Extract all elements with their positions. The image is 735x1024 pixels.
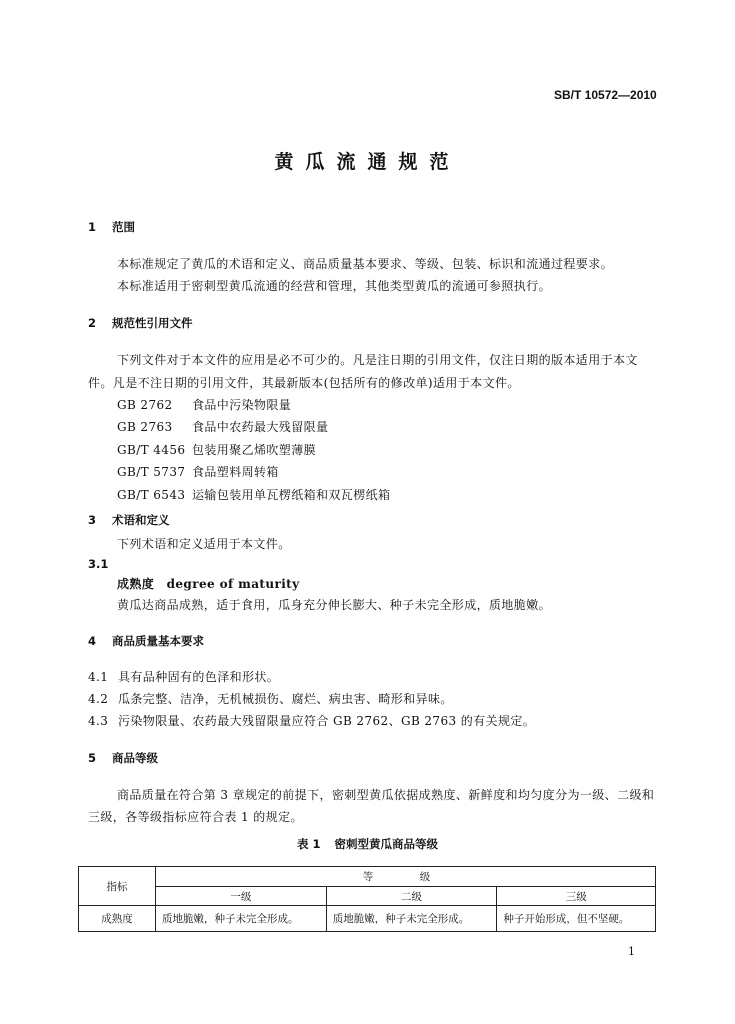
section-title: 规范性引用文件 (112, 316, 193, 330)
section-title: 术语和定义 (112, 513, 170, 527)
reference-code: GB/T 6543 (117, 488, 186, 502)
term-entry: 成熟度 degree of maturity (117, 577, 300, 591)
section-1-heading (88, 219, 135, 235)
reference-item (117, 486, 390, 503)
indicator-header: 指标 (79, 867, 156, 906)
paragraph: 商品质量在符合第 3 章规定的前提下，密刺型黄瓜依据成熟度、新鲜度和均匀度分为一级、二级和 (117, 788, 655, 802)
table-cell: 种子开始形成，但不坚硬。 (497, 906, 656, 932)
requirement-item (88, 712, 535, 729)
item-number: 4.2 (88, 692, 109, 706)
reference-item (117, 463, 279, 480)
grade-header-2: 二级 (326, 887, 497, 906)
term-definition: 黄瓜达商品成熟，适于食用，瓜身充分伸长膨大、种子未完全形成，质地脆嫩。 (117, 598, 552, 612)
paragraph: 件。凡是不注日期的引用文件，其最新版本(包括所有的修改单)适用于本文件。 (88, 376, 520, 390)
section-3-heading (88, 512, 170, 528)
section-5-heading (88, 750, 158, 766)
paragraph: 下列文件对于本文件的应用是必不可少的。凡是注日期的引用文件，仅注日期的版本适用于本文 (117, 353, 638, 367)
table-caption (0, 836, 735, 852)
reference-item (117, 441, 316, 458)
reference-title: 食品中农药最大残留限量 (192, 420, 329, 434)
grade-table (78, 866, 656, 932)
section-2-heading (88, 315, 193, 331)
item-text: 具有品种固有的色泽和形状。 (118, 670, 280, 684)
item-text: 瓜条完整、洁净，无机械损伤、腐烂、病虫害、畸形和异味。 (118, 692, 453, 706)
grade-group-label: 等 级 (362, 871, 449, 883)
section-number: 4 (88, 634, 97, 648)
table-caption-label: 表 1 (296, 837, 321, 851)
reference-code: GB/T 4456 (117, 443, 186, 457)
reference-title: 运输包装用单瓦楞纸箱和双瓦楞纸箱 (192, 488, 391, 502)
grade-group-header (156, 867, 656, 887)
section-title: 范围 (112, 220, 135, 234)
reference-title: 包装用聚乙烯吹塑薄膜 (192, 443, 317, 457)
section-number: 5 (88, 751, 97, 765)
table-caption-title: 密刺型黄瓜商品等级 (334, 837, 438, 851)
reference-code: GB/T 5737 (117, 465, 186, 479)
table-header-row (79, 867, 656, 887)
standard-code: SB/T 10572—2010 (554, 88, 657, 102)
page-number: 1 (628, 945, 635, 958)
table-header-row (79, 887, 656, 906)
document-title: 黄瓜流通规范 (274, 151, 461, 173)
item-number: 4.3 (88, 714, 109, 728)
item-number: 4.1 (88, 670, 109, 684)
section-title: 商品等级 (112, 751, 158, 765)
grade-header-1: 一级 (156, 887, 327, 906)
paragraph: 本标准规定了黄瓜的术语和定义、商品质量基本要求、等级、包装、标识和流通过程要求。 (117, 257, 614, 271)
section-title: 商品质量基本要求 (112, 634, 204, 648)
reference-title: 食品塑料周转箱 (192, 465, 279, 479)
table-row (79, 906, 656, 932)
row-label: 成熟度 (79, 906, 156, 932)
section-4-heading (88, 633, 204, 649)
subsection-number: 3.1 (88, 557, 109, 571)
reference-code: GB 2763 (117, 420, 173, 434)
reference-item (117, 418, 328, 435)
item-text: 污染物限量、农药最大残留限量应符合 GB 2762、GB 2763 的有关规定。 (118, 714, 536, 728)
table-cell: 质地脆嫩，种子未完全形成。 (156, 906, 327, 932)
paragraph: 本标准适用于密刺型黄瓜流通的经营和管理，其他类型黄瓜的流通可参照执行。 (117, 279, 552, 293)
reference-item (117, 396, 291, 413)
reference-title: 食品中污染物限量 (192, 398, 292, 412)
section-number: 1 (88, 220, 97, 234)
reference-code: GB 2762 (117, 398, 173, 412)
requirement-item (88, 668, 279, 685)
paragraph: 下列术语和定义适用于本文件。 (117, 537, 291, 551)
paragraph: 三级，各等级指标应符合表 1 的规定。 (88, 810, 303, 824)
section-number: 2 (88, 316, 97, 330)
grade-header-3: 三级 (497, 887, 656, 906)
requirement-item (88, 690, 453, 707)
section-number: 3 (88, 513, 97, 527)
table-cell: 质地脆嫩，种子未完全形成。 (326, 906, 497, 932)
